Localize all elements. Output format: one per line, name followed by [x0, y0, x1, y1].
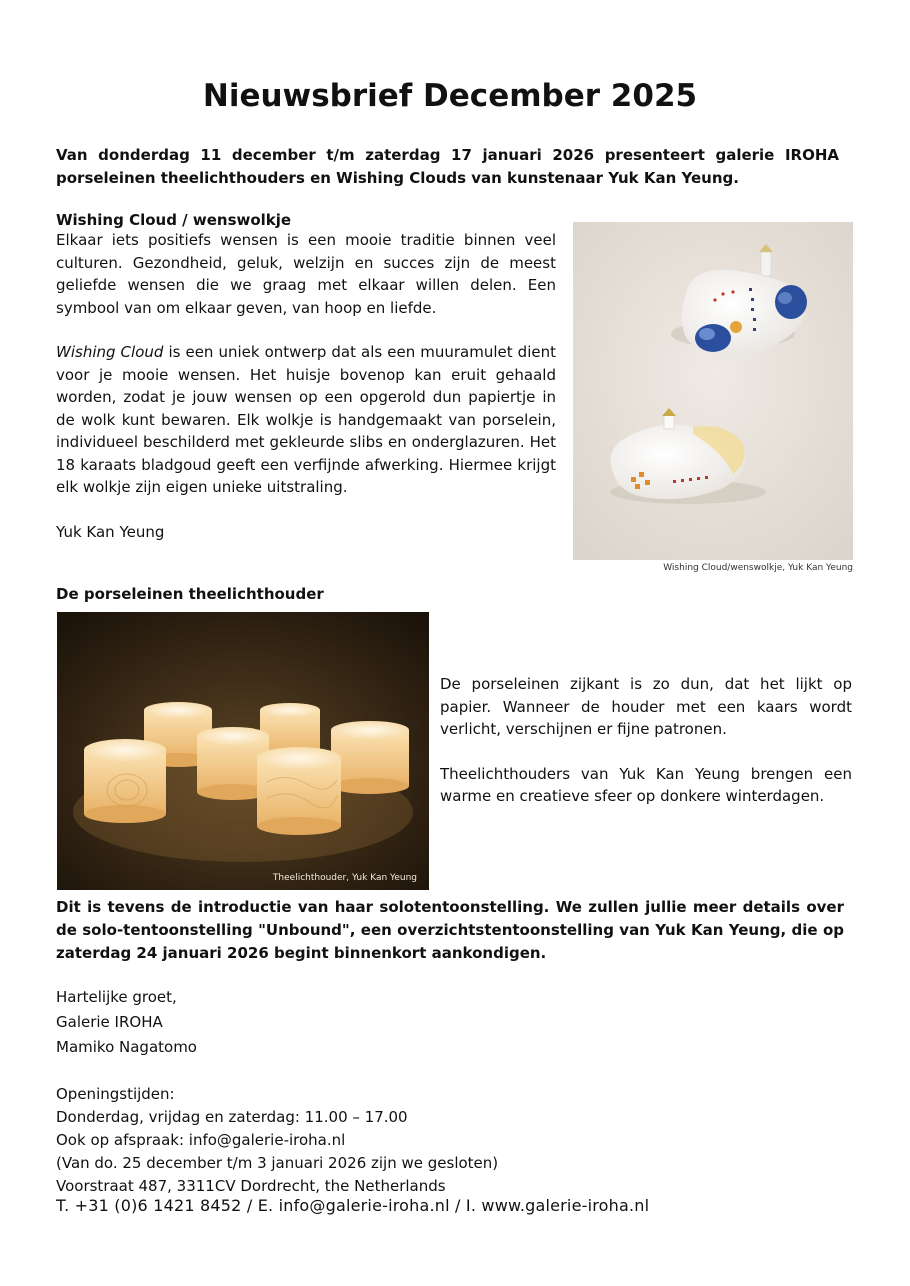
signoff-name: Mamiko Nagatomo — [56, 1038, 197, 1056]
wishing-paragraph-2 — [56, 341, 556, 499]
signoff-greeting: Hartelijke groet, — [56, 988, 177, 1006]
wishing-paragraph-1: Elkaar iets positiefs wensen is een mooie traditie binnen veel culturen. Gezondheid, geluk, welzijn en succes zijn de meest geliefde wensen die we graag met elkaar willen delen. Een symbool van om elkaar geven, van hoop en liefde. — [56, 231, 556, 317]
opening-hours-block — [56, 1083, 498, 1198]
tealight-paragraph-2: Theelichthouders van Yuk Kan Yeung brengen een warme en creatieve sfeer op donkere winterdagen. — [440, 764, 852, 805]
contact-line: T. +31 (0)6 1421 8452 / E. info@galerie-iroha.nl / I. www.galerie-iroha.nl — [56, 1196, 650, 1215]
announcement-paragraph: Dit is tevens de introductie van haar solotentoonstelling. We zullen jullie meer details over de solo-tentoonstelling "Unbound", een overzichtstentoonstelling van Yuk Kan Yeung, die op zaterdag 24 januari 2026 begint binnenkort aankondigen. — [56, 898, 844, 962]
tealight-caption: Theelichthouder, Yuk Kan Yeung — [272, 873, 417, 883]
tealight-paragraph-1: De porseleinen zijkant is zo dun, dat het lijkt op papier. Wanneer de houder met een kaars wordt verlicht, verschijnen er fijne patronen. — [440, 675, 852, 738]
gallery-address: Voorstraat 487, 3311CV Dordrecht, the Netherlands — [56, 1177, 446, 1195]
wishing-heading: Wishing Cloud / wenswolkje — [56, 211, 292, 229]
wishing-cloud-emphasis: Wishing Cloud — [56, 343, 164, 361]
wishing-paragraph-2-text: is een uniek ontwerp dat als een muuramulet dient voor je mooie wensen. Het huisje bovenop kan eruit gehaald worden, zodat je jouw wensen op een opgerold dun papiertje in de wolk kunt bewaren. Elk wolkje is handgemaakt van porselein, individueel beschilderd met gekleurde slibs en onderglazuren. Het 18 karaats bladgoud geeft een verfijnde afwerking. Hiermee krijgt elk wolkje zijn eigen unieke uitstraling. — [56, 343, 556, 496]
tealight-illustration — [57, 612, 429, 890]
wishing-cloud-photo — [573, 222, 853, 560]
signoff-block — [56, 985, 197, 1060]
hours-closed: (Van do. 25 december t/m 3 januari 2026 zijn we gesloten) — [56, 1154, 499, 1172]
hours-appointment: Ook op afspraak: info@galerie-iroha.nl — [56, 1131, 346, 1149]
page-title: Nieuwsbrief December 2025 — [202, 78, 698, 114]
wishing-cloud-illustration — [573, 222, 853, 560]
tealight-photo — [57, 612, 429, 890]
intro-paragraph: Van donderdag 11 december t/m zaterdag 17 januari 2026 presenteert galerie IROHA porseleinen theelichthouders en Wishing Clouds van kunstenaar Yuk Kan Yeung. — [56, 146, 839, 187]
wishing-cloud-caption: Wishing Cloud/wenswolkje, Yuk Kan Yeung — [663, 563, 853, 573]
wishing-author: Yuk Kan Yeung — [56, 522, 165, 541]
wishing-section — [56, 211, 556, 543]
tealight-heading: De porseleinen theelichthouder — [56, 585, 324, 603]
hours-label: Openingstijden: — [56, 1085, 175, 1103]
hours-days: Donderdag, vrijdag en zaterdag: 11.00 – 17.00 — [56, 1108, 408, 1126]
tealight-text — [440, 673, 852, 808]
signoff-gallery: Galerie IROHA — [56, 1013, 163, 1031]
